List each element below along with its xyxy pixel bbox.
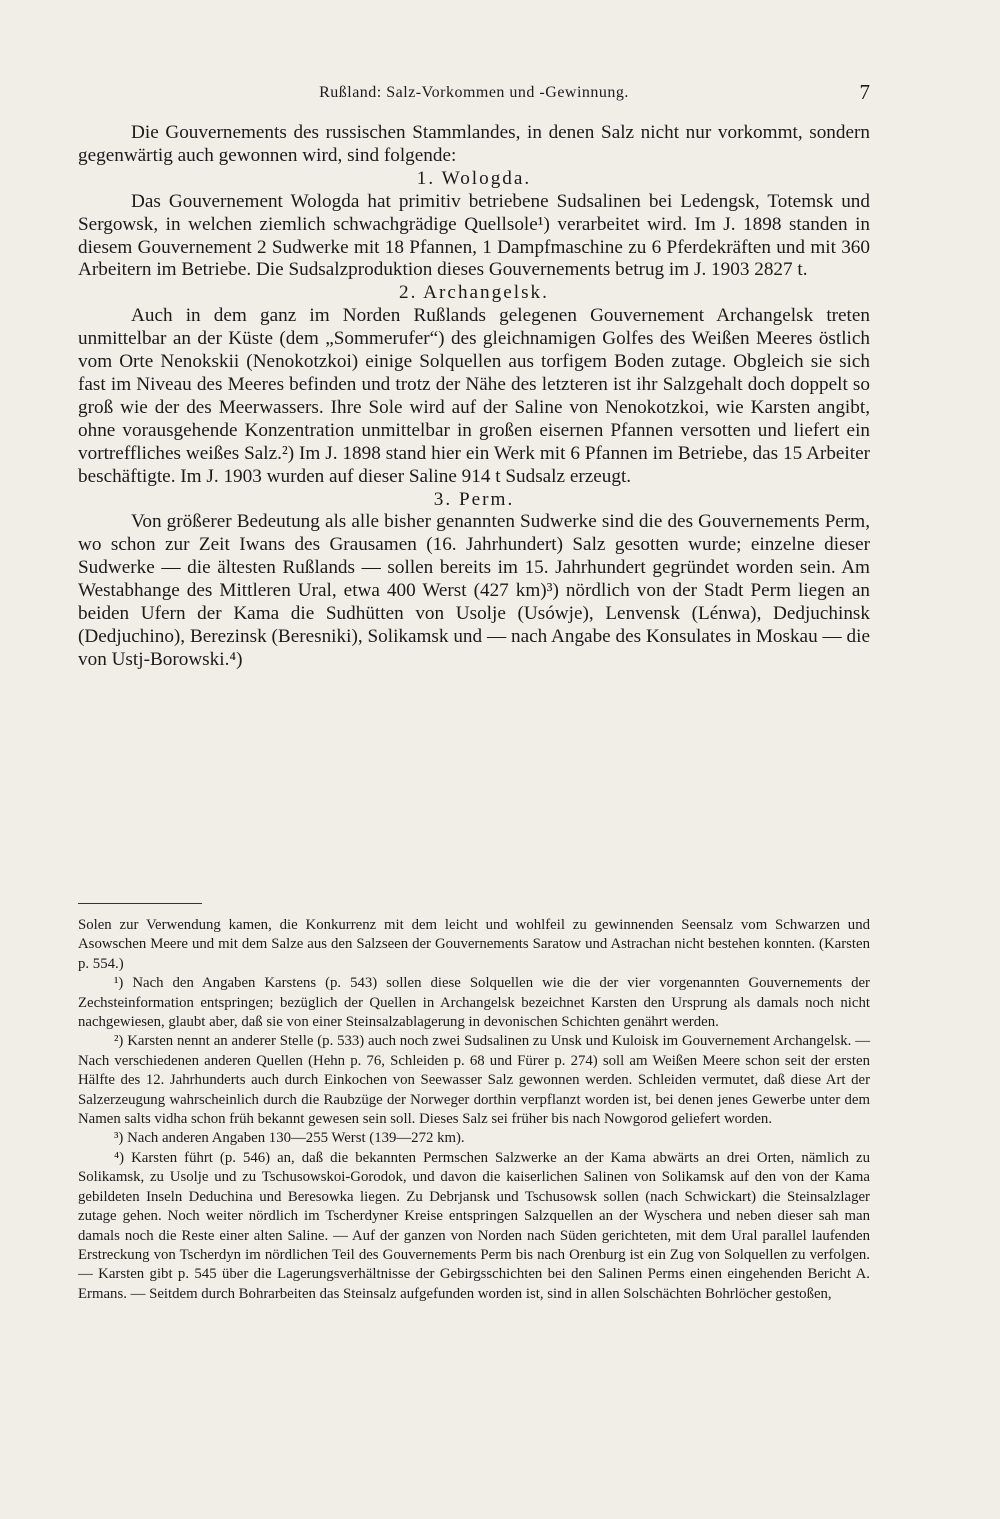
footnote-4: ⁴) Karsten führt (p. 546) an, daß die bekannten Permschen Salzwerke an der Kama abwärts an drei Orten, nämlich zu Solikamsk, zu Usolje und zu Tschusowskoi-Gorodok, und davon die kaiserlichen Salinen von Solikamsk auf den von der Kama gebildeten Inseln Deduchina und Beresowka liegen. Zu Debrjansk und Tschusowsk sollen (nach Schwickart) die Steinsalzlager zutage gehen. Noch weiter nördlich im Tscherdyner Kreise entspringen Salzquellen an der Wyschera und neben dieser sah man damals noch die Reste einer alten Saline. — Auf der ganzen von Norden nach Süden gerichteten, mit dem Ural parallel laufenden Erstreckung von Tscherdyn im nördlichen Teil des Gouvernements Perm bis nach Orenburg ist ein Zug von Solquellen zu verfolgen. — Karsten gibt p. 545 über die Lagerungsverhältnisse der Gebirgsschichten bei den Salinen Perms einen eingehenden Bericht A. Ermans. — Seitdem durch Bohrarbeiten das Steinsalz aufgefunden worden ist, sind in allen Solschächten Bohrlöcher gestoßen, — [78, 1149, 870, 1302]
paragraph-perm: Von größerer Bedeutung als alle bisher genannten Sudwerke sind die des Gouvernements Perm, wo schon zur Zeit Iwans des Grausamen (16. Jahrhundert) Salz gesotten wurde; einzelne dieser Sudwerke — die ältesten Rußlands — sollen bereits im 15. Jahrhundert gegründet worden sein. Am Westabhange des Mittleren Ural, etwa 400 Werst (427 km)³) nördlich von der Stadt Perm liegen an beiden Ufern der Kama die Sudhütten von Usolje (Usówje), Lenvensk (Lénwa), Dedjuchinsk (Dedjuchino), Berezinsk (Beresniki), Solikamsk und — nach Angabe des Konsulates in Moskau — die von Ustj-Borowski.⁴) — [78, 511, 870, 670]
section-heading-archangelsk: 2. Archangelsk. — [399, 282, 549, 304]
intro-paragraph: Die Gouvernements des russischen Stammlandes, in denen Salz nicht nur vorkommt, sondern gegenwärtig auch gewonnen wird, sind folgende: — [78, 122, 870, 166]
footnote-rule — [78, 903, 202, 904]
main-text — [78, 122, 870, 672]
paragraph-wologda: Das Gouvernement Wologda hat primitiv betriebene Sudsalinen bei Ledengsk, Totemsk und Sergowsk, in welchen ziemlich schwachgrädige Quellsole¹) verarbeitet wird. Im J. 1898 standen in diesem Gouvernement 2 Sudwerke mit 18 Pfannen, 1 Dampfmaschine zu 6 Pferdekräften und mit 360 Arbeitern im Betriebe. Die Sudsalzproduktion dieses Gouvernements betrug im J. 1903 2827 t. — [78, 190, 870, 281]
footnote-3: ³) Nach anderen Angaben 130—255 Werst (139—272 km). — [114, 1130, 465, 1147]
running-title: Rußland: Salz-Vorkommen und -Gewinnung. — [319, 84, 629, 101]
footnote-1: ¹) Nach den Angaben Karstens (p. 543) sollen diese Solquellen wie die der vier vorgenannten Gouvernements der Zechsteinformation entspringen; bezüglich der Quellen in Archangelsk bezeichnet Karsten den Ursprung als damals noch nicht nachgewiesen, glaubt aber, daß sie von einer Steinsalzablagerung in devonischen Schichten genährt werden. — [78, 975, 870, 1031]
page-number: 7 — [859, 80, 870, 104]
footnotes — [78, 893, 870, 1304]
section-heading-wologda: 1. Wologda. — [416, 167, 532, 189]
section-heading-perm: 3. Perm. — [433, 488, 515, 510]
running-head — [78, 80, 870, 110]
paragraph-archangelsk: Auch in dem ganz im Norden Rußlands gelegenen Gouvernement Archangelsk treten unmittelbar an der Küste (dem „Sommerufer“) des gleichnamigen Golfes des Weißen Meeres östlich vom Orte Nenokskii (Nenokotzkoi) einige Solquellen aus torfigem Boden zutage. Obgleich sie sich fast im Niveau des Meeres befinden und trotz der Nähe des letzteren ist ihr Salzgehalt doch doppelt so groß wie der des Meerwassers. Ihre Sole wird auf der Saline von Nenokotzkoi, wie Karsten angibt, ohne vorausgehende Konzentration unmittelbar in großen eisernen Pfannen versotten und liefert ein vortreffliches weißes Salz.²) Im J. 1898 stand hier ein Werk mit 6 Pfannen im Betriebe, das 15 Arbeiter beschäftigte. Im J. 1903 wurden auf dieser Saline 914 t Sudsalz erzeugt. — [78, 305, 870, 487]
footnote-continuation: Solen zur Verwendung kamen, die Konkurrenz mit dem leicht und wohlfeil zu gewinnenden Seensalz vom Schwarzen und Asowschen Meere und mit dem Salze aus den Salzseen der Gouvernements Saratow und Astrachan nicht bestehen konnten. (Karsten p. 554.) — [78, 917, 870, 972]
footnote-2: ²) Karsten nennt an anderer Stelle (p. 533) auch noch zwei Sudsalinen zu Unsk und Kuloisk im Gouvernement Archangelsk. — Nach verschiedenen anderen Quellen (Hehn p. 76, Schleiden p. 68 und Fürer p. 274) soll am Weißen Meere schon seit der ersten Hälfte des 12. Jahrhunderts auch durch Einkochen von Seewasser Salz gewonnen werden. Schleiden vermutet, daß diese Art der Salzerzeugung wahrscheinlich durch die Raubzüge der Norweger dorthin verpflanzt worden ist, bei denen jenes Gewerbe unter dem Namen salts vidha schon früh bekannt gewesen sein soll. Dieses Salz sei früher bis nach Nowgorod geliefert worden. — [78, 1033, 870, 1128]
